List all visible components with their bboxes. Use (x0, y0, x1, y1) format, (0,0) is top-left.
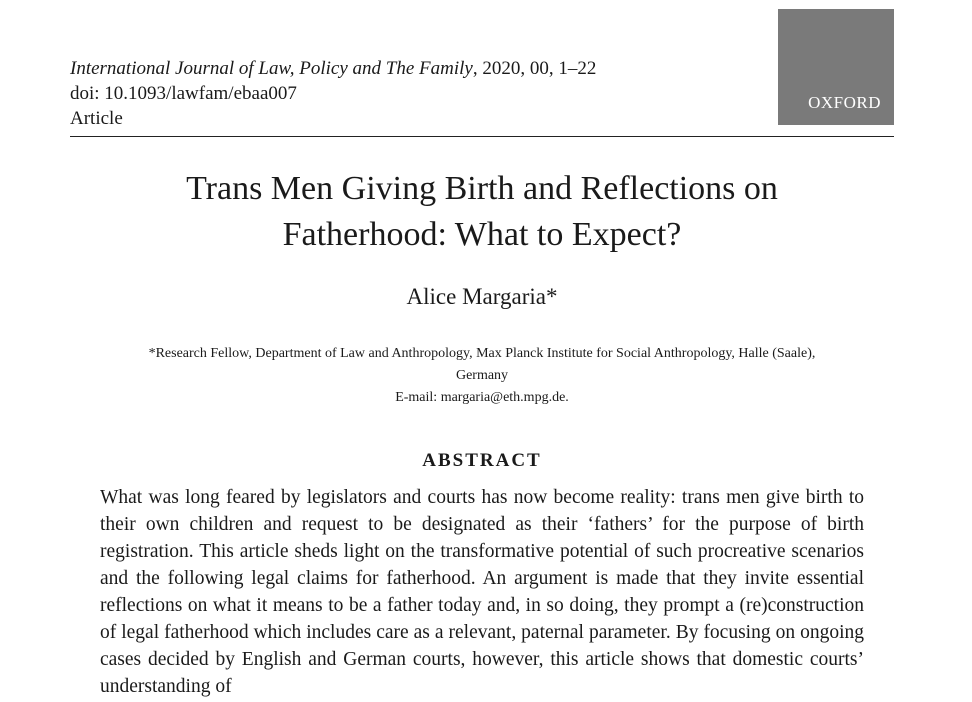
doi-line: doi: 10.1093/lawfam/ebaa007 (70, 83, 297, 104)
author-affiliation (70, 343, 894, 409)
journal-volume-pages: , 2020, 00, 1–22 (472, 58, 597, 79)
author-name: Alice Margaria* (406, 284, 558, 309)
oxford-logo (778, 9, 894, 125)
article-title (70, 166, 894, 258)
journal-citation (70, 56, 596, 81)
title-line-2: Fatherhood: What to Expect? (282, 216, 682, 253)
oxford-logo-text: OXFORD (808, 93, 881, 112)
abstract-text: What was long feared by legislators and courts has now become reality: trans men give birth to their own children and request to be designated as their ‘fathers’ for the purpose of birth registration. This article sheds light on the transformative potential of such procreative scenarios and the following legal claims for fatherhood. An argument is made that they invite essential reflections on what it means to be a father today and, in so doing, they prompt a (re)construction of legal fatherhood which includes care as a relevant, paternal parameter. By focusing on ongoing cases decided by English and German courts, however, this article shows that domestic courts’ understanding of (100, 487, 864, 697)
affiliation-line-1: *Research Fellow, Department of Law and Anthropology, Max Planck Institute for Social Anthropology, Halle (Saale), (148, 346, 816, 361)
title-line-1: Trans Men Giving Birth and Reflections on (186, 170, 778, 207)
abstract-heading: ABSTRACT (422, 450, 542, 471)
journal-name: International Journal of Law, Policy and The Family (70, 58, 473, 79)
article-type: Article (70, 108, 123, 129)
header-divider (70, 136, 894, 137)
journal-header (70, 56, 596, 131)
author-email: E-mail: margaria@eth.mpg.de. (395, 390, 569, 405)
affiliation-line-2: Germany (455, 368, 509, 383)
